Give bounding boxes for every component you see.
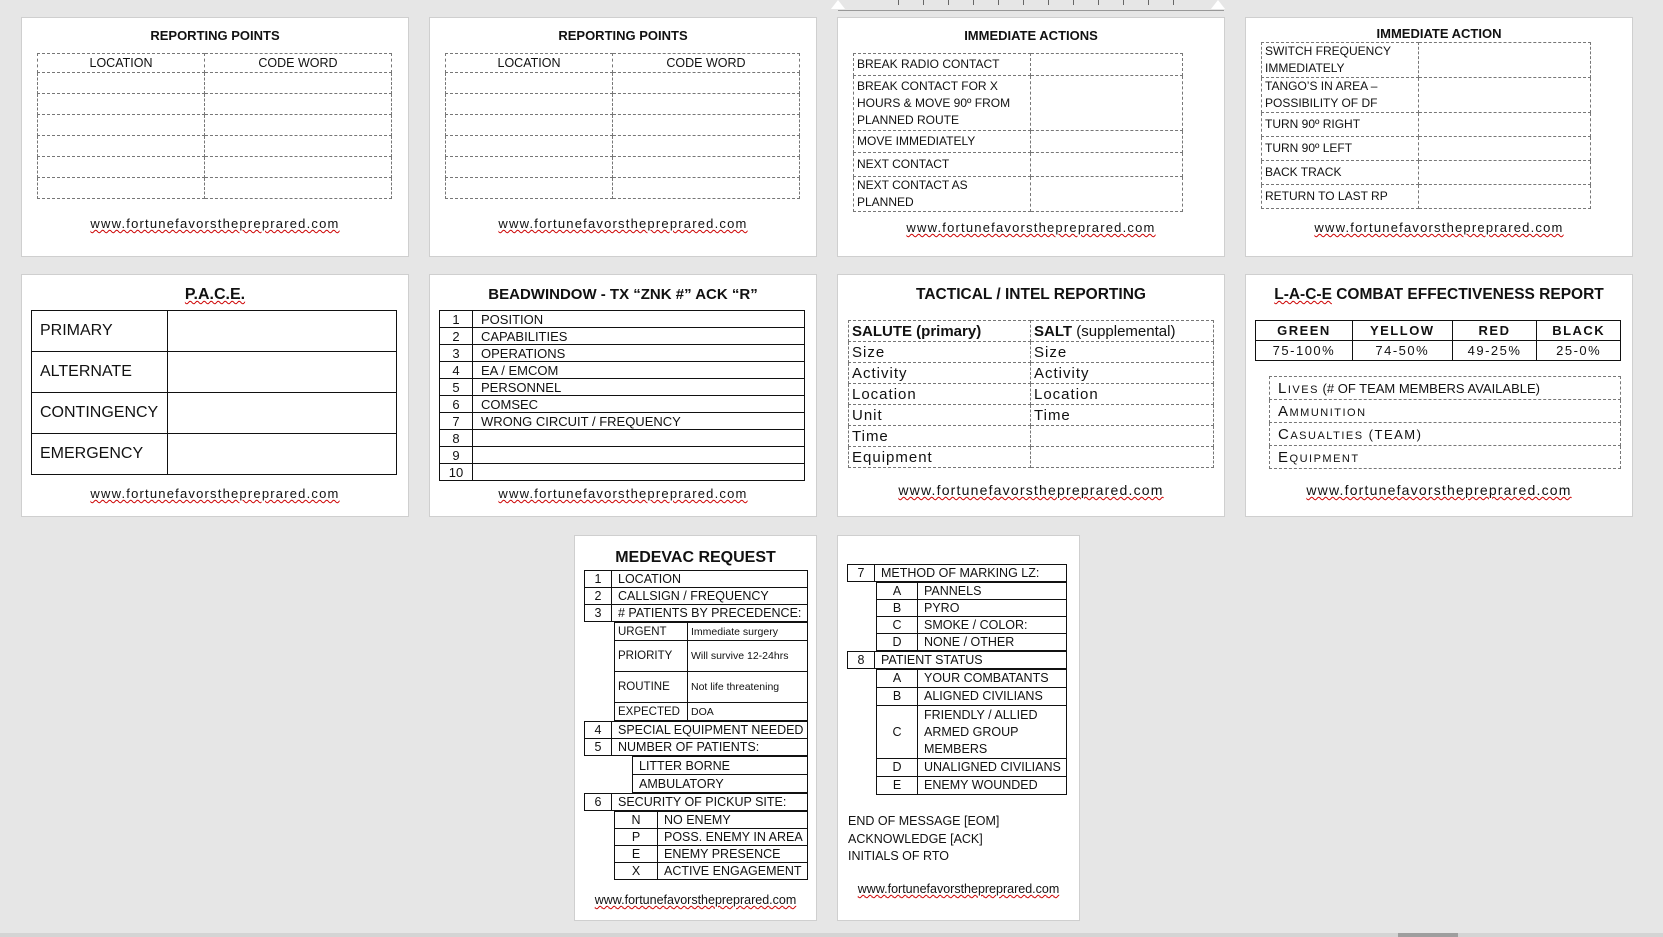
- table-cell[interactable]: [38, 115, 205, 136]
- table-cell[interactable]: [38, 178, 205, 199]
- medevac-lines-1-3: 1 LOCATION 2 CALLSIGN / FREQUENCY 3 # PATIENTS BY PRECEDENCE:: [584, 570, 808, 622]
- table-cell[interactable]: [205, 136, 392, 157]
- table-cell[interactable]: [613, 94, 800, 115]
- color-label: BLACK: [1537, 321, 1621, 341]
- table-cell[interactable]: [446, 136, 613, 157]
- security-key: N: [615, 812, 658, 829]
- lace-note: (TEAM): [1363, 426, 1423, 442]
- pace-label: CONTINGENCY: [32, 393, 168, 434]
- table-cell[interactable]: [38, 157, 205, 178]
- table-cell[interactable]: [168, 311, 397, 352]
- table-cell[interactable]: [1419, 78, 1591, 113]
- lace-letter: E: [1278, 448, 1290, 466]
- footer-url: www.fortunefavorsthepreprared.com: [594, 893, 797, 907]
- pace-label: EMERGENCY: [32, 434, 168, 475]
- table-cell[interactable]: [205, 157, 392, 178]
- footer-url: www.fortunefavorsthepreprared.com: [1314, 220, 1564, 235]
- status-value: YOUR COMBATANTS: [918, 670, 1067, 688]
- table-cell[interactable]: [446, 178, 613, 199]
- card-title: TACTICAL / INTEL REPORTING: [916, 286, 1146, 303]
- salt-item: [1031, 447, 1214, 468]
- lace-letter: A: [1278, 402, 1290, 420]
- color-range: 74-50%: [1352, 341, 1452, 361]
- status-key: D: [877, 759, 918, 777]
- left-indent-marker[interactable]: [831, 0, 845, 9]
- row-number: 8: [440, 430, 473, 447]
- scrollbar-thumb[interactable]: [1398, 933, 1458, 937]
- beadwindow-table: [439, 310, 805, 481]
- marking-table: [876, 582, 1067, 651]
- beadwindow-card: [429, 274, 817, 517]
- medevac-line-7: 7 METHOD OF MARKING LZ:: [847, 564, 1067, 582]
- medevac-lines: [584, 570, 810, 880]
- footer-url: www.fortunefavorsthepreprared.com: [906, 220, 1156, 235]
- lace-letter: C: [1278, 425, 1291, 443]
- table-cell[interactable]: [168, 393, 397, 434]
- table-cell[interactable]: [205, 73, 392, 94]
- pace-label: ALTERNATE: [32, 352, 168, 393]
- color-range: 49-25%: [1452, 341, 1537, 361]
- salute-item: Location: [849, 384, 1031, 405]
- marking-value: PYRO: [918, 600, 1067, 617]
- table-cell[interactable]: [446, 94, 613, 115]
- status-key: A: [877, 670, 918, 688]
- row-label[interactable]: [473, 464, 805, 481]
- immediate-actions-card: [837, 17, 1225, 257]
- lace-letter: L: [1278, 379, 1288, 397]
- footer-url: www.fortunefavorsthepreprared.com: [498, 486, 748, 501]
- security-value: NO ENEMY: [658, 812, 808, 829]
- row-label: OPERATIONS: [473, 345, 805, 362]
- table-cell[interactable]: [1031, 54, 1183, 76]
- table-cell[interactable]: [613, 136, 800, 157]
- row-number: 7: [440, 413, 473, 430]
- table-cell[interactable]: [1031, 153, 1183, 177]
- action-label: SWITCH FREQUENCY IMMEDIATELY: [1262, 43, 1419, 78]
- reporting-points-table: [37, 53, 392, 199]
- right-indent-marker[interactable]: [1211, 0, 1225, 9]
- table-cell[interactable]: [613, 73, 800, 94]
- salt-header: SALT: [1034, 322, 1073, 340]
- table-cell[interactable]: [1419, 113, 1591, 137]
- column-header: CODE WORD: [613, 54, 800, 73]
- lace-word: QUIPMENT: [1289, 452, 1360, 465]
- table-cell[interactable]: [38, 94, 205, 115]
- salt-item: Activity: [1031, 363, 1214, 384]
- tactical-reporting-card: [837, 274, 1225, 517]
- security-key: P: [615, 829, 658, 846]
- status-value: UNALIGNED CIVILIANS: [918, 759, 1067, 777]
- table-cell[interactable]: [205, 115, 392, 136]
- card-title: IMMEDIATE ACTION: [1376, 26, 1502, 41]
- column-header: LOCATION: [446, 54, 613, 73]
- row-number: 2: [440, 328, 473, 345]
- pace-table: [31, 310, 397, 475]
- line-sub-label: LITTER BORNE: [633, 757, 808, 775]
- patient-count-table: [632, 756, 808, 793]
- row-label: PERSONNEL: [473, 379, 805, 396]
- row-label: COMSEC: [473, 396, 805, 413]
- marking-key: D: [877, 634, 918, 651]
- salute-item: Equipment: [849, 447, 1031, 468]
- row-number: 4: [440, 362, 473, 379]
- precedence-table: [614, 622, 808, 721]
- footer-url: www.fortunefavorsthepreprared.com: [90, 216, 340, 231]
- color-range: 75-100%: [1256, 341, 1353, 361]
- precedence-key: EXPECTED: [615, 703, 688, 721]
- medevac-card-2: [837, 535, 1080, 921]
- marking-value: NONE / OTHER: [918, 634, 1067, 651]
- security-key: X: [615, 863, 658, 880]
- action-label: TURN 90º LEFT: [1262, 137, 1419, 161]
- salute-item: Size: [849, 342, 1031, 363]
- line-label: SECURITY OF PICKUP SITE:: [612, 794, 808, 811]
- salt-header-note: (supplemental): [1072, 322, 1176, 340]
- card-title: P.A.C.E.: [184, 286, 246, 303]
- security-table: [614, 811, 808, 880]
- column-header: LOCATION: [38, 54, 205, 73]
- closing-lines: [848, 813, 999, 866]
- table-cell[interactable]: [1031, 131, 1183, 153]
- table-cell[interactable]: [1419, 137, 1591, 161]
- security-key: E: [615, 846, 658, 863]
- lace-word: ASUALTIES: [1290, 429, 1364, 442]
- row-number: 6: [440, 396, 473, 413]
- security-value: ENEMY PRESENCE: [658, 846, 808, 863]
- card-title: L-A-C-E: [1274, 286, 1332, 303]
- action-label: TANGO’S IN AREA – POSSIBILITY OF DF: [1262, 78, 1419, 113]
- card-title: REPORTING POINTS: [150, 28, 280, 43]
- card-title-rest: COMBAT EFFECTIVENESS REPORT: [1331, 286, 1604, 303]
- lace-color-table: [1255, 320, 1621, 361]
- table-cell[interactable]: [613, 178, 800, 199]
- card-title: MEDEVAC REQUEST: [615, 549, 776, 566]
- pace-card: [21, 274, 409, 517]
- salt-item: Location: [1031, 384, 1214, 405]
- medevac-line-6: 6 SECURITY OF PICKUP SITE:: [584, 793, 808, 811]
- color-label: YELLOW: [1352, 321, 1452, 341]
- status-key: C: [877, 706, 918, 759]
- footer-url: www.fortunefavorsthepreprared.com: [498, 216, 748, 231]
- table-cell[interactable]: [168, 434, 397, 475]
- table-cell[interactable]: [38, 136, 205, 157]
- salute-item: Unit: [849, 405, 1031, 426]
- marking-value: PANNELS: [918, 583, 1067, 600]
- table-cell[interactable]: [205, 178, 392, 199]
- security-value: ACTIVE ENGAGEMENT: [658, 863, 808, 880]
- salute-item: Time: [849, 426, 1031, 447]
- precedence-key: PRIORITY: [615, 641, 688, 672]
- line-label: NUMBER OF PATIENTS:: [612, 739, 808, 756]
- precedence-value: Not life threatening: [688, 672, 808, 703]
- reporting-points-table: [445, 53, 800, 199]
- patient-status-table: [876, 669, 1067, 795]
- salt-item: Time: [1031, 405, 1214, 426]
- salt-item: [1031, 426, 1214, 447]
- salt-item: Size: [1031, 342, 1214, 363]
- row-number: 3: [440, 345, 473, 362]
- lace-word: IVES: [1287, 383, 1319, 396]
- marking-key: C: [877, 617, 918, 634]
- color-label: RED: [1452, 321, 1537, 341]
- table-cell[interactable]: [613, 115, 800, 136]
- action-label: NEXT CONTACT: [854, 153, 1031, 177]
- row-number: 9: [440, 447, 473, 464]
- table-cell[interactable]: [1419, 43, 1591, 78]
- color-label: GREEN: [1256, 321, 1353, 341]
- tactical-table: [848, 320, 1214, 468]
- table-cell[interactable]: [168, 352, 397, 393]
- security-value: POSS. ENEMY IN AREA: [658, 829, 808, 846]
- table-cell[interactable]: [1031, 76, 1183, 131]
- action-label: BREAK RADIO CONTACT: [854, 54, 1031, 76]
- line-label: PATIENT STATUS: [875, 652, 1067, 669]
- row-label: EA / EMCOM: [473, 362, 805, 379]
- salute-item: Activity: [849, 363, 1031, 384]
- immediate-action-table: [1261, 42, 1591, 209]
- action-label: NEXT CONTACT AS PLANNED: [854, 177, 1031, 212]
- color-range: 25-0%: [1537, 341, 1621, 361]
- footer-url: www.fortunefavorsthepreprared.com: [90, 486, 340, 501]
- medevac-card-1: [574, 535, 817, 921]
- card-title: IMMEDIATE ACTIONS: [964, 28, 1098, 43]
- row-label: CAPABILITIES: [473, 328, 805, 345]
- precedence-value: Immediate surgery: [688, 623, 808, 641]
- acknowledge-text: ACKNOWLEDGE [ACK]: [848, 831, 983, 846]
- table-cell[interactable]: [446, 157, 613, 178]
- table-cell[interactable]: [1031, 177, 1183, 212]
- salute-header: SALUTE (primary): [849, 321, 1031, 342]
- end-of-message-text: END OF MESSAGE [EOM]: [848, 814, 1000, 828]
- status-key: B: [877, 688, 918, 706]
- precedence-key: ROUTINE: [615, 672, 688, 703]
- precedence-value: Will survive 12-24hrs: [688, 641, 808, 672]
- row-number: 5: [440, 379, 473, 396]
- medevac-line-8: 8 PATIENT STATUS: [847, 651, 1067, 669]
- line-sub-label: AMBULATORY: [633, 775, 808, 793]
- table-cell[interactable]: [1419, 185, 1591, 209]
- medevac-lines-continued: [847, 564, 1073, 795]
- action-label: BREAK CONTACT FOR X HOURS & MOVE 90º FROM PLANNED ROUTE: [854, 76, 1031, 131]
- action-label: TURN 90º RIGHT: [1262, 113, 1419, 137]
- lace-items-table: [1269, 376, 1621, 469]
- row-number: 1: [440, 311, 473, 328]
- line-label: SPECIAL EQUIPMENT NEEDED: [612, 722, 808, 739]
- immediate-actions-table: [853, 53, 1183, 212]
- line-label: # PATIENTS BY PRECEDENCE:: [612, 605, 808, 622]
- immediate-action-card: [1245, 17, 1633, 257]
- action-label: MOVE IMMEDIATELY: [854, 131, 1031, 153]
- row-label: WRONG CIRCUIT / FREQUENCY: [473, 413, 805, 430]
- marking-value: SMOKE / COLOR:: [918, 617, 1067, 634]
- reporting-points-card-1: [21, 17, 409, 257]
- footer-url: www.fortunefavorsthepreprared.com: [1306, 482, 1572, 498]
- horizontal-ruler[interactable]: [838, 0, 1224, 11]
- table-cell[interactable]: [446, 115, 613, 136]
- status-value: ALIGNED CIVILIANS: [918, 688, 1067, 706]
- line-label: METHOD OF MARKING LZ:: [875, 565, 1067, 582]
- footer-url: www.fortunefavorsthepreprared.com: [857, 882, 1060, 896]
- row-label[interactable]: [473, 447, 805, 464]
- status-key: E: [877, 777, 918, 795]
- medevac-lines-4-5: 4 SPECIAL EQUIPMENT NEEDED 5 NUMBER OF PATIENTS:: [584, 721, 808, 756]
- status-value: FRIENDLY / ALLIED ARMED GROUP MEMBERS: [918, 706, 1067, 759]
- action-label: BACK TRACK: [1262, 161, 1419, 185]
- column-header: CODE WORD: [205, 54, 392, 73]
- rto-initials-text: INITIALS OF RTO: [848, 849, 949, 863]
- row-number: 10: [440, 464, 473, 481]
- table-cell[interactable]: [613, 157, 800, 178]
- row-label[interactable]: [473, 430, 805, 447]
- marking-key: B: [877, 600, 918, 617]
- lace-word: MMUNITION: [1289, 406, 1367, 419]
- table-cell[interactable]: [446, 73, 613, 94]
- lace-note: (# OF TEAM MEMBERS AVAILABLE): [1318, 380, 1540, 396]
- line-label: CALLSIGN / FREQUENCY: [612, 588, 808, 605]
- row-label: POSITION: [473, 311, 805, 328]
- card-title: REPORTING POINTS: [558, 28, 688, 43]
- table-cell[interactable]: [1419, 161, 1591, 185]
- table-cell[interactable]: [38, 73, 205, 94]
- status-value: ENEMY WOUNDED: [918, 777, 1067, 795]
- reporting-points-card-2: [429, 17, 817, 257]
- table-cell[interactable]: [205, 94, 392, 115]
- marking-key: A: [877, 583, 918, 600]
- precedence-value: DOA: [688, 703, 808, 721]
- pace-label: PRIMARY: [32, 311, 168, 352]
- lace-card: [1245, 274, 1633, 517]
- action-label: RETURN TO LAST RP: [1262, 185, 1419, 209]
- line-label: LOCATION: [612, 571, 808, 588]
- precedence-key: URGENT: [615, 623, 688, 641]
- footer-url: www.fortunefavorsthepreprared.com: [898, 482, 1164, 498]
- card-title: BEADWINDOW - TX “ZNK #” ACK “R”: [488, 286, 758, 303]
